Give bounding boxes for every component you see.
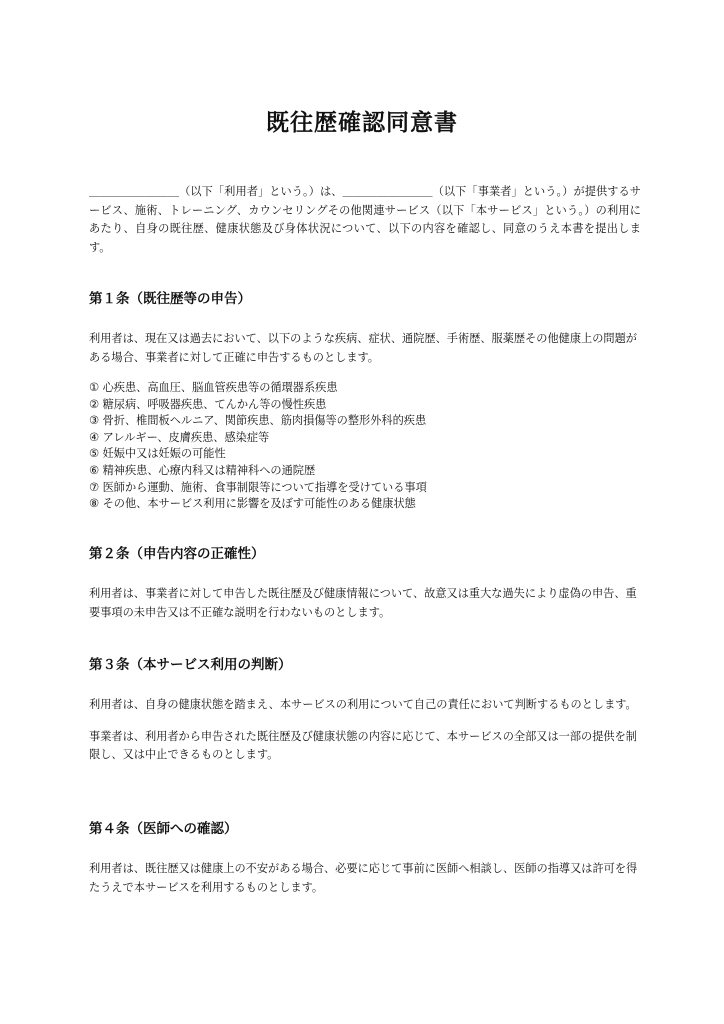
article-paragraph: 利用者は、自身の健康状態を踏まえ、本サービスの利用について自己の責任において判断するものとします。 bbox=[89, 698, 637, 711]
list-item: ① 心疾患、高血圧、脳血管疾患等の循環器系疾患 bbox=[89, 381, 338, 394]
article-paragraph: 利用者は、事業者に対して申告した既往歴及び健康情報について、故意又は重大な過失により虚偽の申告、重要事項の未申告又は不正確な説明を行わないものとします。 bbox=[89, 587, 637, 619]
list-item: ③ 骨折、椎間板ヘルニア、関節疾患、筋肉損傷等の整形外科的疾患 bbox=[89, 414, 427, 428]
article-3 bbox=[89, 656, 641, 778]
intro-paragraph: ＿＿＿＿＿＿＿＿（以下「利用者」という。）は、＿＿＿＿＿＿＿＿（以下「事業者」という。）が提供するサービス、施術、トレーニング、カウンセリングその他関連サービス（以下「本サービス」という。）の利用にあたり、自身の既往歴、健康状態及び身体状況について、以下の内容を確認し、同意のうえ本書を提出します。 bbox=[89, 185, 641, 254]
article-paragraph: 事業者は、利用者から申告された既往歴及び健康状態の内容に応じて、本サービスの全部又は一部の提供を制限し、又は中止できるものとします。 bbox=[89, 729, 637, 761]
document-title: 既往歴確認同意書 bbox=[266, 110, 458, 136]
article-heading: 第４条（医師への確認） bbox=[89, 821, 238, 837]
article-paragraph: 利用者は、現在又は過去において、以下のような疾病、症状、通院歴、手術歴、服薬歴その他健康上の問題がある場合、事業者に対して正確に申告するものとします。 bbox=[89, 332, 637, 364]
list-item: ② 糖尿病、呼吸器疾患、てんかん等の慢性疾患 bbox=[89, 397, 327, 411]
list-item: ⑦ 医師から運動、施術、食事制限等について指導を受けている事項 bbox=[89, 480, 427, 494]
article-1 bbox=[89, 290, 641, 513]
article-heading: 第２条（申告内容の正確性） bbox=[89, 546, 265, 562]
list-item: ⑥ 精神疾患、心療内科又は精神科への通院歴 bbox=[89, 463, 316, 477]
condition-list bbox=[89, 380, 641, 513]
article-heading: 第１条（既往歴等の申告） bbox=[89, 291, 251, 307]
article-4 bbox=[89, 820, 641, 910]
list-item: ⑧ その他、本サービス利用に影響を及ぼす可能性のある健康状態 bbox=[89, 497, 416, 511]
list-item: ④ アレルギー、皮膚疾患、感染症等 bbox=[89, 430, 270, 444]
article-heading: 第３条（本サービス利用の判断） bbox=[89, 657, 292, 673]
article-paragraph: 利用者は、既往歴又は健康上の不安がある場合、必要に応じて事前に医師へ相談し、医師の指導又は許可を得たうえで本サービスを利用するものとします。 bbox=[89, 862, 638, 894]
article-2 bbox=[89, 545, 641, 635]
list-item: ⑤ 妊娠中又は妊娠の可能性 bbox=[89, 447, 226, 461]
